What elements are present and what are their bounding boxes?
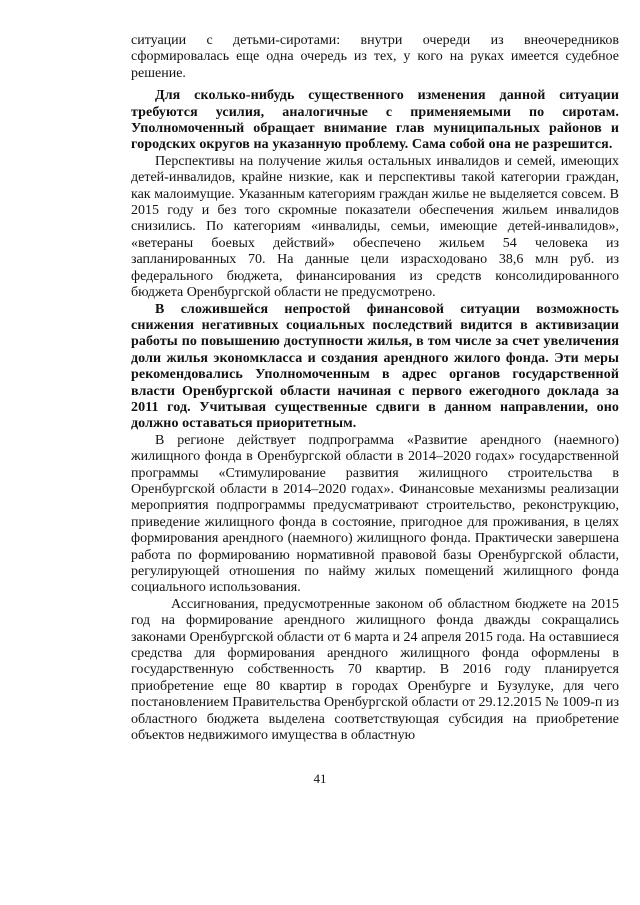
page-number: 41 bbox=[313, 771, 327, 786]
paragraph-required-efforts: Для сколько-нибудь существенного изменения данной ситуации требуются усилия, аналогичные с применяемыми по сиротам. Уполномоченный обращает внимание глав муниципальных районов и городских округов на указанную проблему. Сама собой она не разрешится. bbox=[131, 88, 619, 153]
paragraph-disabled-prospects: Перспективы на получение жилья остальных инвалидов и семей, имеющих детей-инвалидов, крайне низкие, как и перспективы такой категории граждан, как малоимущие. Указанным категориям граждан жилье не выделяется совсем. В 2015 году и без того скромные показатели обеспечения жильем инвалидов снизились. По категориям «инвалиды, семьи, имеющие детей-инвалидов», «ветераны боевых действий» обеспечено жильем 54 человека из запланированных 70. На данные цели израсходовано 38,6 млн руб. из федерального бюджета, финансирования из средств консолидированного бюджета Оренбургской области не предусмотрено. bbox=[131, 153, 619, 301]
paragraph-budget-allocations: Ассигнования, предусмотренные законом об областном бюджете на 2015 год на формирование арендного жилищного фонда дважды сокращались законами Оренбургской области от 6 марта и 24 апреля 2015 года. На оставшиеся средства для формирования арендного жилищного фонда оформлены в государственную собственность 70 квартир. В 2016 году планируется приобретение еще 80 квартир в городах Оренбурге и Бузулуке, для чего постановлением Правительства Оренбургской области от 29.12.2015 № 1009-п из областного бюджета выделена соответствующая субсидия на приобретение объектов недвижимого имущества в областную bbox=[131, 596, 619, 744]
paragraph-rental-subprogram: В регионе действует подпрограмма «Развитие арендного (наемного) жилищного фонда в Оренбургской области в 2014–2020 годах» государственной программы «Стимулирование развития жилищного строительства в Оренбургской области в 2014–2020 годах». Финансовые механизмы реализации мероприятия подпрограммы предусматривают строительство, реконструкцию, приведение жилищного фонда в состояние, пригодное для проживания, в целях формирования арендного (наемного) жилищного фонда. Практически завершена работа по формированию нормативной правовой базы Оренбургской области, регулирующей отношения по найму жилых помещений жилищного фонда социального использования. bbox=[131, 432, 619, 596]
paragraph-orphan-situation: ситуации с детьми-сиротами: внутри очереди из внеочередников сформировалась еще одна очередь из тех, у кого на руках имеется судебное решение. bbox=[131, 33, 619, 81]
paragraph-housing-affordability: В сложившейся непростой финансовой ситуации возможность снижения негативных социальных последствий видится в активизации работы по повышению доступности жилья, в том числе за счет увеличения доли жилья экономкласса и создания арендного жилого фонда. Эти меры рекомендовались Уполномоченным в адрес органов государственной власти Оренбургской области начиная с первого ежегодного доклада за 2011 год. Учитывая существенные сдвиги в данном направлении, оно должно оставаться приоритетным. bbox=[131, 301, 619, 432]
document-page bbox=[131, 33, 619, 744]
